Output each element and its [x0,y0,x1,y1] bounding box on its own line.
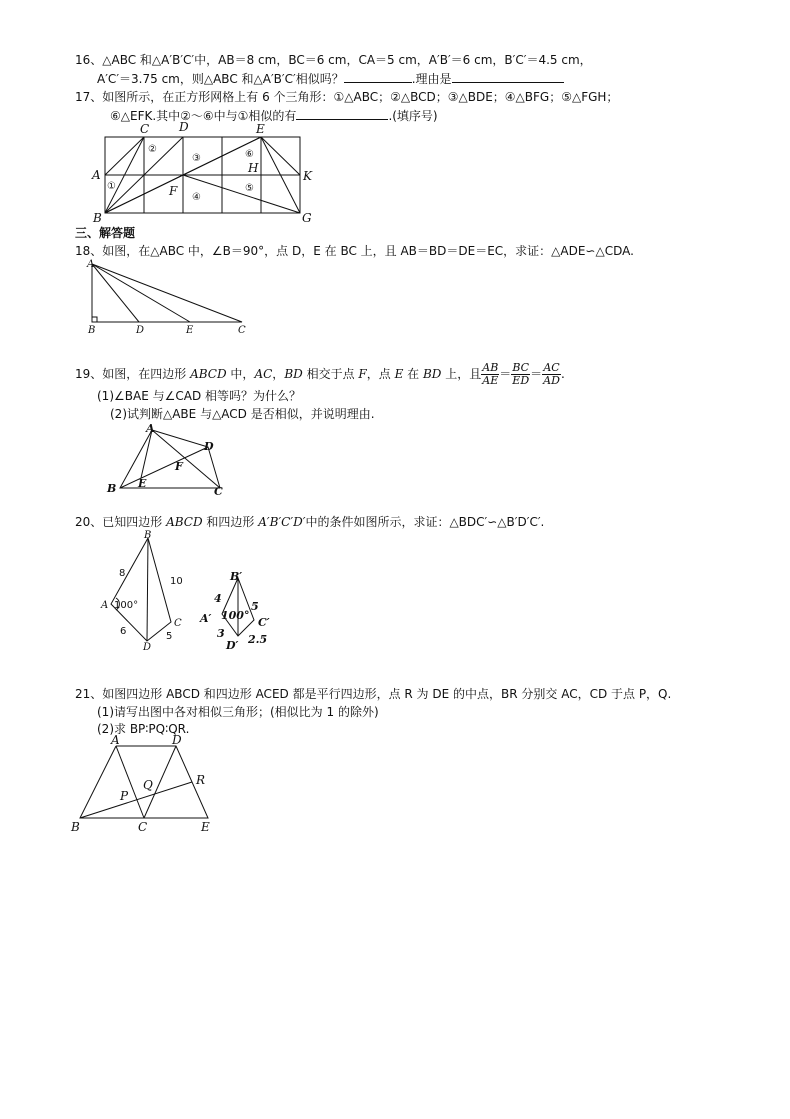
label-D: D [136,325,145,336]
triangle-ABC [92,264,242,322]
q19-period: . [560,367,565,381]
frac3-num: AC [543,361,560,374]
q19-ac: AC [254,367,273,381]
q16-text: 16、△ABC 和△A′B′C′中，AB＝8 cm，BC＝6 cm，CA＝5 cm，A′B′＝6 cm，B′C′＝4.5 cm， [75,53,592,67]
marker-6: ⑥ [245,149,254,160]
marker-5: ⑤ [245,183,254,194]
q19-f: F [358,367,367,381]
length-AB: 8 [119,568,126,579]
seg-BR [80,782,192,818]
q19-e: E [394,367,404,381]
q19-text-mid2: 相交于点 [302,367,359,381]
label-Q: Q [143,778,153,792]
q19-line [75,360,565,388]
q19-part2-text: (2)试判断△ABE 与△ACD 是否相似，并说明理由. [110,407,375,421]
frac1-num: AB [482,361,499,374]
q19-text-mid5: 上，且 [441,367,482,381]
q19-bd2: BD [422,367,442,381]
q19-text-mid4: 在 [403,367,423,381]
q20-text-mid: 和四边形 [202,515,259,529]
seg-AC [105,137,144,175]
label-E: E [256,122,265,136]
seg-AE [141,430,152,478]
q16-line2 [97,70,564,87]
q16-line1 [75,52,592,68]
label-C: C [214,485,223,498]
seg-AE [92,264,190,322]
fraction-bc-ed [511,362,530,387]
label-A: A [92,168,101,182]
q19-figure [100,420,235,500]
angle-A: 100° [114,600,139,611]
q21-part1 [97,704,379,720]
q17-answer-blank[interactable] [296,107,388,120]
label-E: E [138,477,147,490]
marker-2: ② [148,144,157,155]
frac1-den: AE [482,374,499,387]
label-B: B [93,211,102,225]
label-B: B [107,482,117,495]
label-B: B [88,325,96,336]
label-F: F [175,460,183,473]
q20-text-end: 中的条件如图所示，求证：△BDC′∽△B′D′C′. [305,515,545,529]
equals-2: ＝ [530,367,543,381]
q17-question: ⑥△EFK.其中②～⑥中与①相似的有 [110,109,297,123]
label-E: E [201,820,210,834]
q21-text: 21、如图四边形 ABCD 和四边形 ACED 都是平行四边形，点 R 为 DE 的中点，BR 分别交 AC，CD 于点 P，Q. [75,687,672,701]
label-A: A [111,733,120,747]
q21-figure [68,734,228,838]
q19-text-mid3: ，点 [366,367,395,381]
label-G: G [302,211,312,225]
length-A1D1: 3 [217,627,225,640]
section-title: 三、解答题 [75,226,136,240]
q20-figure [96,528,296,656]
length-BC: 10 [170,576,183,587]
length-D1C1: 2.5 [248,633,268,646]
label-D: D [204,440,214,453]
q16-answer-blank[interactable] [344,70,412,83]
label-B1: B′ [230,570,243,583]
label-A: A [87,259,95,270]
equals-1: ＝ [499,367,512,381]
label-B: B [71,820,80,834]
q19-part1 [97,388,301,404]
q16-reason-blank[interactable] [452,70,564,83]
length-DC: 5 [166,631,173,642]
q21-part1-text: (1)请写出图中各对相似三角形；(相似比为 1 的除外) [97,705,379,719]
label-K: K [303,169,312,183]
q18-text: 18、如图，在△ABC 中，∠B＝90°，点 D，E 在 BC 上，且 AB＝BD＝DE＝EC，求证：△ADE∽△CDA. [75,244,634,258]
q17-text: 17、如图所示，在正方形网格上有 6 个三角形：①△ABC；②△BCD；③△BDE；④△BFG；⑤△FGH； [75,90,619,104]
label-C: C [140,122,150,136]
seg-AC [152,430,220,488]
section-heading [75,225,135,241]
frac2-den: ED [512,374,530,387]
length-A1B1: 4 [214,592,222,605]
label-E: E [186,325,194,336]
q19-text-pre: 19、如图，在四边形 [75,367,191,381]
marker-1: ① [107,181,116,192]
q16-reason-label: .理由是 [411,72,452,86]
q19-abcd: ABCD [190,367,227,381]
fraction-ab-ae [481,362,499,387]
q21-part2-text: (2)求 BP∶PQ∶QR. [97,722,190,736]
q20-abcd2: A′B′C′D′ [258,515,306,529]
label-D1: D′ [226,639,239,652]
frac2-num: BC [512,361,530,374]
q16-question: A′C′＝3.75 cm，则△ABC 和△A′B′C′相似吗？ [97,72,344,86]
label-F: F [169,184,178,198]
length-AD: 6 [120,626,127,637]
q20-abcd: ABCD [166,515,203,529]
q21-line [75,686,671,702]
q20-text-pre: 20、已知四边形 [75,515,167,529]
label-A: A [146,422,155,435]
label-C: C [138,820,148,834]
fraction-ac-ad [542,362,561,387]
label-C: C [238,325,246,336]
quad-ABCD [120,430,220,488]
q18-figure [84,256,254,338]
seg-EK [261,137,300,175]
label-D: D [179,120,189,134]
q19-part1-text: (1)∠BAE 与∠CAD 相等吗？为什么？ [97,389,301,403]
marker-4: ④ [192,192,201,203]
marker-3: ③ [192,153,201,164]
label-P: P [120,789,129,803]
label-D: D [143,642,152,653]
q17-figure [88,120,328,228]
seg-AC [116,746,144,818]
q19-text-mid1: 中， [226,367,255,381]
q17-hint: .(填序号) [388,109,438,123]
label-D: D [172,733,182,747]
seg-BD [147,538,148,641]
label-C1: C′ [258,616,270,629]
angle-A1: 100° [221,609,250,622]
label-B: B [144,530,152,541]
label-A: A [101,600,109,611]
right-angle-mark [92,317,97,322]
q19-bd: BD [284,367,303,381]
length-B1C1: 5 [251,600,259,613]
q19-comma: ， [272,367,285,381]
label-H: H [248,161,259,175]
label-A1: A′ [200,612,212,625]
q17-line1 [75,89,618,105]
frac3-den: AD [543,374,560,387]
label-C: C [174,618,182,629]
label-R: R [196,773,206,787]
seg-BD [120,447,208,488]
